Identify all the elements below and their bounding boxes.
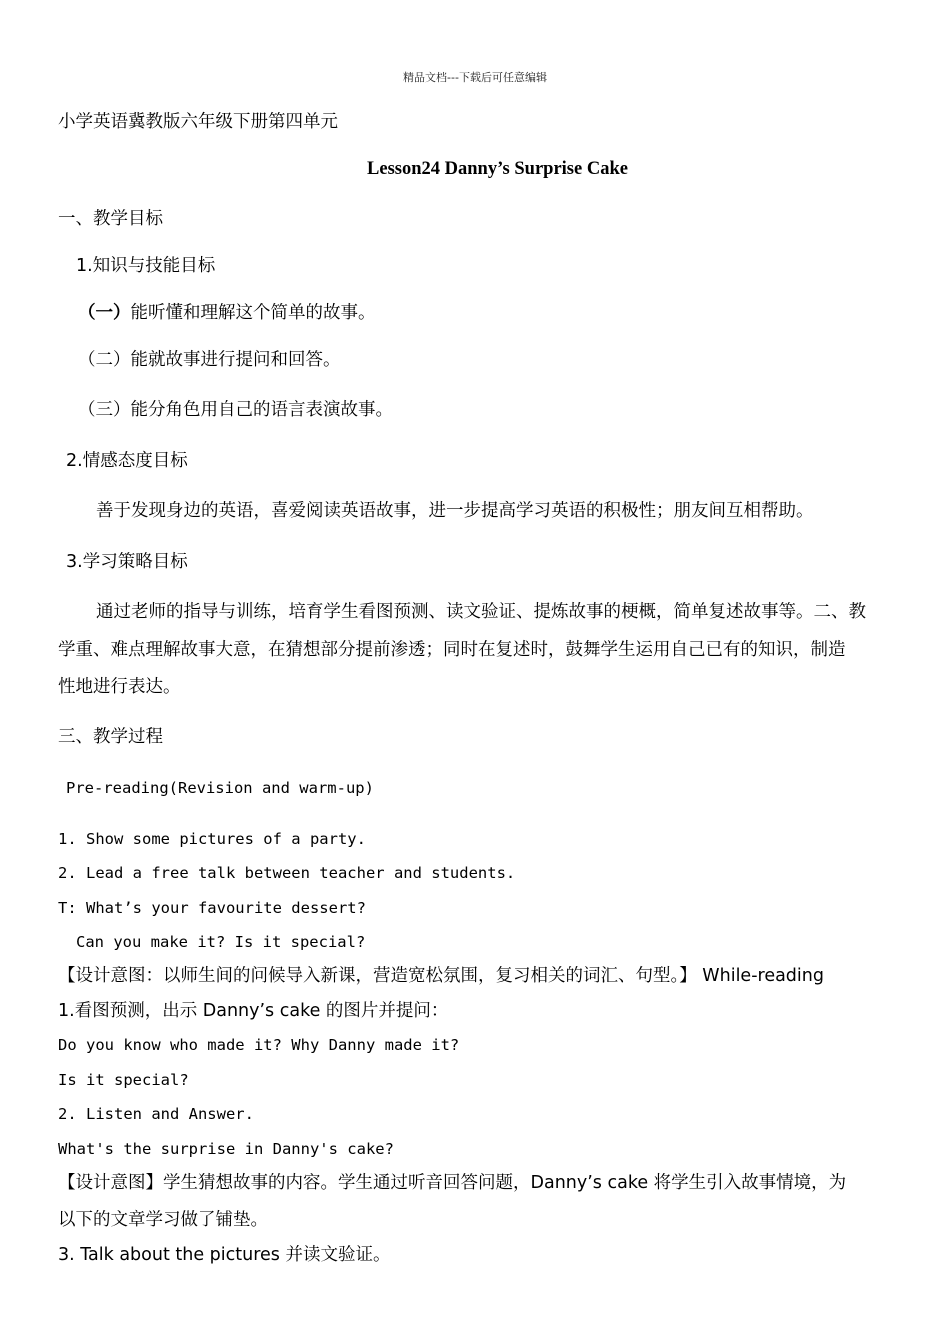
design-intent-2-line-1: 【设计意图】学生猜想故事的内容。学生通过听音回答问题，Danny’s cake 将学生引入故事情境，为 <box>58 1173 847 1193</box>
while-reading-question-3: What's the surprise in Danny's cake? <box>58 1140 394 1158</box>
pre-reading-heading: Pre-reading(Revision and warm-up) <box>66 779 374 797</box>
objective-item-1 <box>78 301 376 325</box>
subheading-emotion-attitude: 2.情感态度目标 <box>66 451 188 471</box>
design-intent-2-line-2: 以下的文章学习做了铺垫。 <box>58 1210 268 1230</box>
teacher-question-2: Can you make it? Is it special? <box>76 933 366 951</box>
emotion-attitude-text: 善于发现身边的英语，喜爱阅读英语故事，进一步提高学习英语的积极性；朋友间互相帮助。 <box>96 501 814 521</box>
while-reading-question-2: Is it special? <box>58 1071 189 1089</box>
page-header: 精品文档---下载后可任意编辑 <box>403 71 547 84</box>
while-reading-step-3: 3. Talk about the pictures 并读文验证。 <box>58 1245 391 1265</box>
while-reading-step-2: 2. Listen and Answer. <box>58 1105 254 1123</box>
strategy-paragraph-line-2: 学重、难点理解故事大意，在猜想部分提前渗透；同时在复述时，鼓舞学生运用自己已有的知识，制造 <box>58 640 846 660</box>
subheading-learning-strategy: 3.学习策略目标 <box>66 552 188 572</box>
pre-reading-step-1: 1. Show some pictures of a party. <box>58 830 366 848</box>
objective-item-1-marker: （一） <box>78 303 131 323</box>
objective-item-2: （二）能就故事进行提问和回答。 <box>78 350 341 370</box>
subheading-knowledge-skills: 1.知识与技能目标 <box>76 256 216 276</box>
section-heading-objectives: 一、教学目标 <box>58 209 163 229</box>
design-intent-1: 【设计意图：以师生间的问候导入新课，营造宽松氛围，复习相关的词汇、句型。】 While-reading <box>58 966 824 986</box>
objective-item-1-text: 能听懂和理解这个简单的故事。 <box>130 303 376 323</box>
pre-reading-step-2: 2. Lead a free talk between teacher and students. <box>58 864 516 882</box>
objective-item-3: （三）能分角色用自己的语言表演故事。 <box>78 400 393 420</box>
document-title: 小学英语冀教版六年级下册第四单元 <box>58 112 338 132</box>
strategy-paragraph-line-3: 性地进行表达。 <box>58 677 181 697</box>
while-reading-step-1: 1.看图预测，出示 Danny’s cake 的图片并提问： <box>58 1001 449 1021</box>
lesson-title: Lesson24 Danny’s Surprise Cake <box>367 159 628 179</box>
while-reading-question-1: Do you know who made it? Why Danny made it? <box>58 1036 460 1054</box>
teacher-question-1: T: What’s your favourite dessert? <box>58 899 366 917</box>
section-heading-process: 三、教学过程 <box>58 727 163 747</box>
strategy-paragraph-line-1: 通过老师的指导与训练，培育学生看图预测、读文验证、提炼故事的梗概，简单复述故事等。二、教 <box>96 602 866 622</box>
